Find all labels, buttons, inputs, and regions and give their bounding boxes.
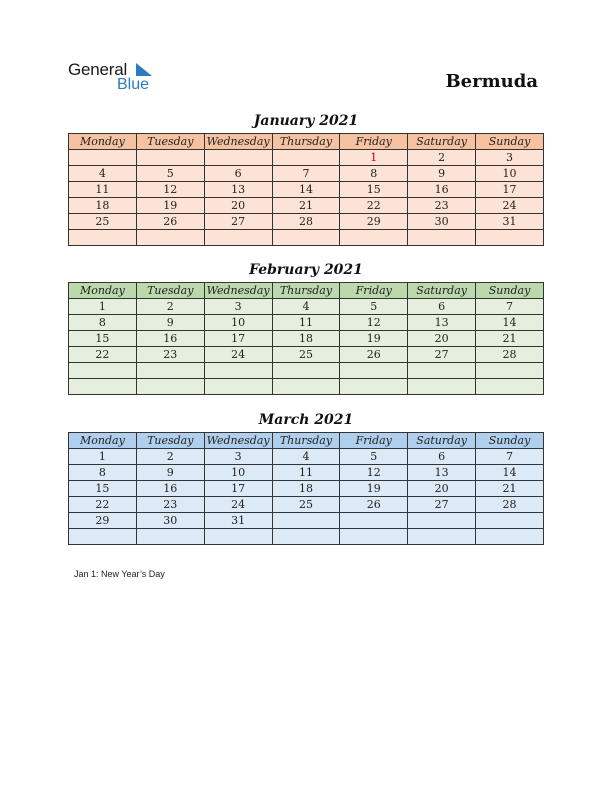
day-cell: 21	[272, 198, 340, 214]
day-cell	[340, 363, 408, 379]
day-cell: 16	[136, 331, 204, 347]
day-cell: 16	[408, 182, 476, 198]
day-cell	[476, 379, 544, 395]
day-cell: 4	[69, 166, 137, 182]
day-cell	[476, 529, 544, 545]
day-cell: 23	[136, 497, 204, 513]
week-row	[69, 214, 544, 230]
day-cell	[69, 363, 137, 379]
day-cell: 5	[340, 299, 408, 315]
week-row	[69, 198, 544, 214]
weekday-header: Wednesday	[204, 283, 272, 299]
day-cell: 18	[69, 198, 137, 214]
day-cell: 29	[69, 513, 137, 529]
day-cell: 26	[136, 214, 204, 230]
day-cell: 5	[340, 449, 408, 465]
day-cell: 3	[476, 150, 544, 166]
day-cell: 27	[408, 497, 476, 513]
day-cell	[476, 363, 544, 379]
day-cell	[204, 379, 272, 395]
weekday-header: Thursday	[272, 433, 340, 449]
calendar-february	[68, 282, 544, 395]
day-cell	[272, 379, 340, 395]
day-cell: 10	[204, 465, 272, 481]
day-cell: 28	[272, 214, 340, 230]
day-cell: 19	[136, 198, 204, 214]
week-row	[69, 150, 544, 166]
weekday-header: Thursday	[272, 283, 340, 299]
weekday-header-row	[69, 433, 544, 449]
holiday-notes	[74, 569, 165, 579]
day-cell	[476, 513, 544, 529]
weekday-header-row	[69, 283, 544, 299]
week-row	[69, 230, 544, 246]
holiday-day-cell: 1	[340, 150, 408, 166]
day-cell: 11	[272, 465, 340, 481]
day-cell: 4	[272, 449, 340, 465]
week-row	[69, 182, 544, 198]
day-cell: 20	[408, 481, 476, 497]
day-cell: 17	[204, 481, 272, 497]
day-cell: 14	[476, 315, 544, 331]
day-cell	[136, 150, 204, 166]
day-cell	[408, 529, 476, 545]
month-title-january: January 2021	[253, 113, 359, 129]
day-cell: 28	[476, 347, 544, 363]
day-cell: 13	[408, 315, 476, 331]
day-cell: 20	[204, 198, 272, 214]
day-cell: 25	[272, 347, 340, 363]
country-title: Bermuda	[445, 71, 538, 92]
day-cell: 15	[340, 182, 408, 198]
day-cell	[340, 513, 408, 529]
week-row	[69, 315, 544, 331]
week-row	[69, 529, 544, 545]
day-cell: 1	[69, 299, 137, 315]
week-row	[69, 363, 544, 379]
day-cell: 24	[204, 497, 272, 513]
day-cell: 23	[136, 347, 204, 363]
day-cell	[136, 529, 204, 545]
day-cell	[408, 363, 476, 379]
day-cell: 24	[476, 198, 544, 214]
day-cell	[204, 150, 272, 166]
month-title-march: March 2021	[258, 412, 354, 428]
week-row	[69, 331, 544, 347]
day-cell	[272, 230, 340, 246]
day-cell: 16	[136, 481, 204, 497]
day-cell: 25	[69, 214, 137, 230]
day-cell: 27	[204, 214, 272, 230]
day-cell: 17	[204, 331, 272, 347]
day-cell	[204, 363, 272, 379]
day-cell: 22	[340, 198, 408, 214]
day-cell: 14	[272, 182, 340, 198]
day-cell	[136, 379, 204, 395]
day-cell: 22	[69, 347, 137, 363]
day-cell	[136, 363, 204, 379]
weekday-header: Thursday	[272, 134, 340, 150]
day-cell: 11	[69, 182, 137, 198]
day-cell: 6	[204, 166, 272, 182]
day-cell: 2	[136, 449, 204, 465]
day-cell: 12	[340, 465, 408, 481]
day-cell: 9	[136, 465, 204, 481]
day-cell: 30	[408, 214, 476, 230]
day-cell	[476, 230, 544, 246]
weekday-header: Sunday	[476, 283, 544, 299]
day-cell	[340, 230, 408, 246]
day-cell	[340, 379, 408, 395]
day-cell	[136, 230, 204, 246]
week-row	[69, 513, 544, 529]
day-cell: 1	[69, 449, 137, 465]
day-cell: 13	[408, 465, 476, 481]
day-cell: 26	[340, 497, 408, 513]
day-cell: 10	[476, 166, 544, 182]
day-cell: 7	[476, 449, 544, 465]
weekday-header: Saturday	[408, 283, 476, 299]
weekday-header: Tuesday	[136, 433, 204, 449]
week-row	[69, 481, 544, 497]
weekday-header-row	[69, 134, 544, 150]
weekday-header: Sunday	[476, 433, 544, 449]
weekday-header: Friday	[340, 433, 408, 449]
day-cell	[408, 379, 476, 395]
day-cell: 8	[340, 166, 408, 182]
day-cell	[204, 529, 272, 545]
day-cell	[69, 529, 137, 545]
day-cell: 25	[272, 497, 340, 513]
day-cell: 31	[204, 513, 272, 529]
day-cell: 9	[136, 315, 204, 331]
day-cell: 12	[340, 315, 408, 331]
week-row	[69, 379, 544, 395]
weekday-header: Friday	[340, 283, 408, 299]
day-cell	[272, 513, 340, 529]
week-row	[69, 166, 544, 182]
day-cell: 19	[340, 331, 408, 347]
weekday-header: Saturday	[408, 433, 476, 449]
logo-blue-text: Blue	[117, 76, 150, 93]
weekday-header: Tuesday	[136, 134, 204, 150]
day-cell	[408, 230, 476, 246]
day-cell: 15	[69, 331, 137, 347]
day-cell: 18	[272, 331, 340, 347]
weekday-header: Tuesday	[136, 283, 204, 299]
day-cell	[272, 150, 340, 166]
day-cell: 12	[136, 182, 204, 198]
day-cell: 8	[69, 315, 137, 331]
day-cell	[69, 150, 137, 166]
weekday-header: Monday	[69, 283, 137, 299]
day-cell	[69, 230, 137, 246]
weekday-header: Sunday	[476, 134, 544, 150]
day-cell	[69, 379, 137, 395]
day-cell: 23	[408, 198, 476, 214]
calendar-march	[68, 432, 544, 545]
day-cell	[340, 529, 408, 545]
weekday-header: Wednesday	[204, 433, 272, 449]
day-cell: 2	[136, 299, 204, 315]
day-cell: 20	[408, 331, 476, 347]
day-cell: 29	[340, 214, 408, 230]
day-cell: 9	[408, 166, 476, 182]
day-cell: 26	[340, 347, 408, 363]
weekday-header: Friday	[340, 134, 408, 150]
calendar-january	[68, 133, 544, 246]
day-cell: 18	[272, 481, 340, 497]
day-cell: 21	[476, 331, 544, 347]
logo-general-text: General	[68, 60, 128, 79]
day-cell: 7	[476, 299, 544, 315]
day-cell	[408, 513, 476, 529]
day-cell	[204, 230, 272, 246]
day-cell: 31	[476, 214, 544, 230]
day-cell: 4	[272, 299, 340, 315]
day-cell: 6	[408, 299, 476, 315]
day-cell: 10	[204, 315, 272, 331]
day-cell: 15	[69, 481, 137, 497]
week-row	[69, 347, 544, 363]
weekday-header: Saturday	[408, 134, 476, 150]
logo	[68, 60, 168, 96]
day-cell: 5	[136, 166, 204, 182]
day-cell: 3	[204, 449, 272, 465]
day-cell: 6	[408, 449, 476, 465]
day-cell: 22	[69, 497, 137, 513]
day-cell: 24	[204, 347, 272, 363]
day-cell: 8	[69, 465, 137, 481]
day-cell	[272, 363, 340, 379]
day-cell: 19	[340, 481, 408, 497]
day-cell: 11	[272, 315, 340, 331]
week-row	[69, 449, 544, 465]
day-cell: 21	[476, 481, 544, 497]
month-title-february: February 2021	[249, 262, 363, 278]
weekday-header: Wednesday	[204, 134, 272, 150]
week-row	[69, 465, 544, 481]
day-cell: 13	[204, 182, 272, 198]
week-row	[69, 299, 544, 315]
week-row	[69, 497, 544, 513]
day-cell: 17	[476, 182, 544, 198]
logo-triangle-icon	[134, 63, 154, 77]
day-cell	[272, 529, 340, 545]
day-cell: 3	[204, 299, 272, 315]
day-cell: 7	[272, 166, 340, 182]
day-cell: 14	[476, 465, 544, 481]
holiday-note: Jan 1: New Year’s Day	[74, 569, 165, 579]
day-cell: 27	[408, 347, 476, 363]
day-cell: 30	[136, 513, 204, 529]
day-cell: 28	[476, 497, 544, 513]
weekday-header: Monday	[69, 134, 137, 150]
day-cell: 2	[408, 150, 476, 166]
weekday-header: Monday	[69, 433, 137, 449]
